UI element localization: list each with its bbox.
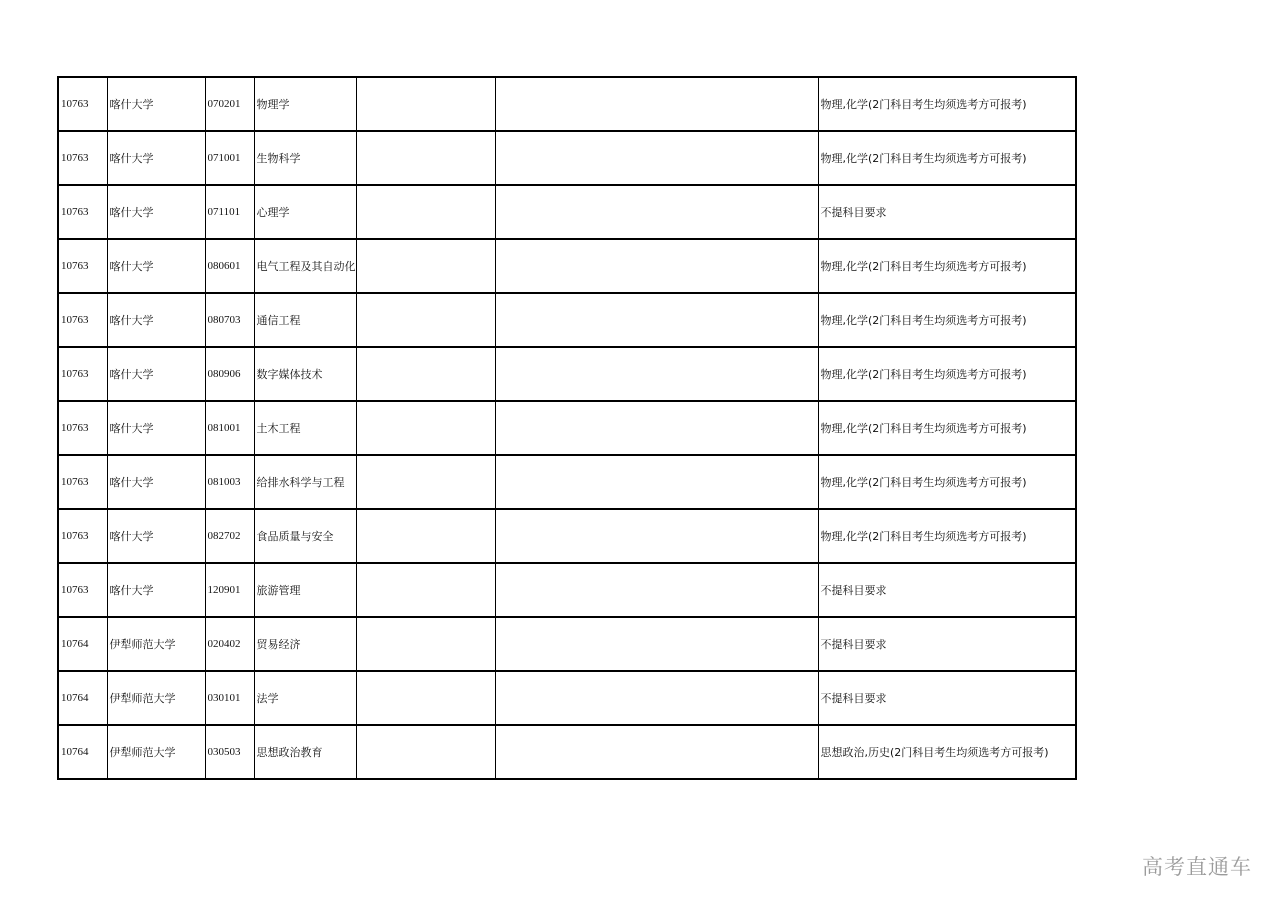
table-row xyxy=(58,185,1076,239)
subject-requirement-cell: 思想政治,历史(2门科目考生均须选考方可报考) xyxy=(818,725,1076,779)
blank-cell xyxy=(495,239,818,293)
school-name-cell: 伊犁师范大学 xyxy=(107,671,205,725)
table-row xyxy=(58,131,1076,185)
table-row xyxy=(58,455,1076,509)
blank-cell xyxy=(495,185,818,239)
subject-requirement-cell: 物理,化学(2门科目考生均须选考方可报考) xyxy=(818,131,1076,185)
major-code-cell: 070201 xyxy=(205,77,254,131)
blank-cell xyxy=(495,401,818,455)
major-code-cell: 081003 xyxy=(205,455,254,509)
table-row xyxy=(58,563,1076,617)
blank-cell xyxy=(495,617,818,671)
school-name-cell: 喀什大学 xyxy=(107,77,205,131)
subject-requirement-cell: 物理,化学(2门科目考生均须选考方可报考) xyxy=(818,455,1076,509)
blank-cell xyxy=(356,77,495,131)
blank-cell xyxy=(495,509,818,563)
subject-requirement-cell: 不提科目要求 xyxy=(818,671,1076,725)
subject-requirement-cell: 物理,化学(2门科目考生均须选考方可报考) xyxy=(818,77,1076,131)
blank-cell xyxy=(356,401,495,455)
major-code-cell: 030503 xyxy=(205,725,254,779)
school-name-cell: 伊犁师范大学 xyxy=(107,617,205,671)
school-name-cell: 伊犁师范大学 xyxy=(107,725,205,779)
subject-requirement-cell: 物理,化学(2门科目考生均须选考方可报考) xyxy=(818,293,1076,347)
major-name-cell: 土木工程 xyxy=(254,401,356,455)
blank-cell xyxy=(356,347,495,401)
blank-cell xyxy=(495,131,818,185)
school-code-cell: 10763 xyxy=(58,347,107,401)
subject-requirement-cell: 不提科目要求 xyxy=(818,617,1076,671)
school-name-cell: 喀什大学 xyxy=(107,347,205,401)
major-name-cell: 法学 xyxy=(254,671,356,725)
blank-cell xyxy=(356,671,495,725)
school-code-cell: 10763 xyxy=(58,563,107,617)
school-code-cell: 10763 xyxy=(58,131,107,185)
blank-cell xyxy=(356,185,495,239)
subject-requirement-cell: 物理,化学(2门科目考生均须选考方可报考) xyxy=(818,347,1076,401)
school-name-cell: 喀什大学 xyxy=(107,563,205,617)
major-name-cell: 贸易经济 xyxy=(254,617,356,671)
blank-cell xyxy=(495,77,818,131)
major-name-cell: 心理学 xyxy=(254,185,356,239)
blank-cell xyxy=(495,671,818,725)
blank-cell xyxy=(356,293,495,347)
school-name-cell: 喀什大学 xyxy=(107,131,205,185)
major-code-cell: 120901 xyxy=(205,563,254,617)
school-code-cell: 10764 xyxy=(58,671,107,725)
table-row xyxy=(58,293,1076,347)
table-row xyxy=(58,401,1076,455)
blank-cell xyxy=(356,509,495,563)
blank-cell xyxy=(495,725,818,779)
major-name-cell: 通信工程 xyxy=(254,293,356,347)
blank-cell xyxy=(356,239,495,293)
school-code-cell: 10763 xyxy=(58,239,107,293)
major-code-cell: 080703 xyxy=(205,293,254,347)
school-name-cell: 喀什大学 xyxy=(107,293,205,347)
major-code-cell: 081001 xyxy=(205,401,254,455)
subject-requirements-table xyxy=(57,76,1077,780)
blank-cell xyxy=(356,563,495,617)
table-body xyxy=(58,77,1076,779)
blank-cell xyxy=(356,617,495,671)
major-code-cell: 080906 xyxy=(205,347,254,401)
subject-requirement-cell: 物理,化学(2门科目考生均须选考方可报考) xyxy=(818,509,1076,563)
school-code-cell: 10763 xyxy=(58,455,107,509)
table-row xyxy=(58,725,1076,779)
blank-cell xyxy=(495,347,818,401)
school-code-cell: 10763 xyxy=(58,509,107,563)
table-row xyxy=(58,239,1076,293)
school-name-cell: 喀什大学 xyxy=(107,509,205,563)
table-row xyxy=(58,77,1076,131)
major-code-cell: 071101 xyxy=(205,185,254,239)
major-code-cell: 071001 xyxy=(205,131,254,185)
school-code-cell: 10763 xyxy=(58,401,107,455)
table-row xyxy=(58,509,1076,563)
major-name-cell: 给排水科学与工程 xyxy=(254,455,356,509)
school-name-cell: 喀什大学 xyxy=(107,455,205,509)
blank-cell xyxy=(356,455,495,509)
major-code-cell: 030101 xyxy=(205,671,254,725)
school-code-cell: 10764 xyxy=(58,617,107,671)
major-code-cell: 082702 xyxy=(205,509,254,563)
major-name-cell: 食品质量与安全 xyxy=(254,509,356,563)
major-name-cell: 生物科学 xyxy=(254,131,356,185)
major-name-cell: 旅游管理 xyxy=(254,563,356,617)
school-code-cell: 10763 xyxy=(58,185,107,239)
major-name-cell: 电气工程及其自动化 xyxy=(254,239,356,293)
school-name-cell: 喀什大学 xyxy=(107,401,205,455)
school-name-cell: 喀什大学 xyxy=(107,185,205,239)
subject-requirement-cell: 物理,化学(2门科目考生均须选考方可报考) xyxy=(818,239,1076,293)
subject-requirement-cell: 物理,化学(2门科目考生均须选考方可报考) xyxy=(818,401,1076,455)
school-name-cell: 喀什大学 xyxy=(107,239,205,293)
school-code-cell: 10763 xyxy=(58,293,107,347)
table-row xyxy=(58,671,1076,725)
subject-requirement-cell: 不提科目要求 xyxy=(818,563,1076,617)
major-name-cell: 思想政治教育 xyxy=(254,725,356,779)
blank-cell xyxy=(356,725,495,779)
subject-requirement-cell: 不提科目要求 xyxy=(818,185,1076,239)
major-code-cell: 080601 xyxy=(205,239,254,293)
major-code-cell: 020402 xyxy=(205,617,254,671)
blank-cell xyxy=(356,131,495,185)
major-name-cell: 物理学 xyxy=(254,77,356,131)
table-row xyxy=(58,617,1076,671)
blank-cell xyxy=(495,563,818,617)
school-code-cell: 10764 xyxy=(58,725,107,779)
watermark-text: 高考直通车 xyxy=(1142,855,1252,879)
table-row xyxy=(58,347,1076,401)
major-name-cell: 数字媒体技术 xyxy=(254,347,356,401)
school-code-cell: 10763 xyxy=(58,77,107,131)
blank-cell xyxy=(495,293,818,347)
blank-cell xyxy=(495,455,818,509)
